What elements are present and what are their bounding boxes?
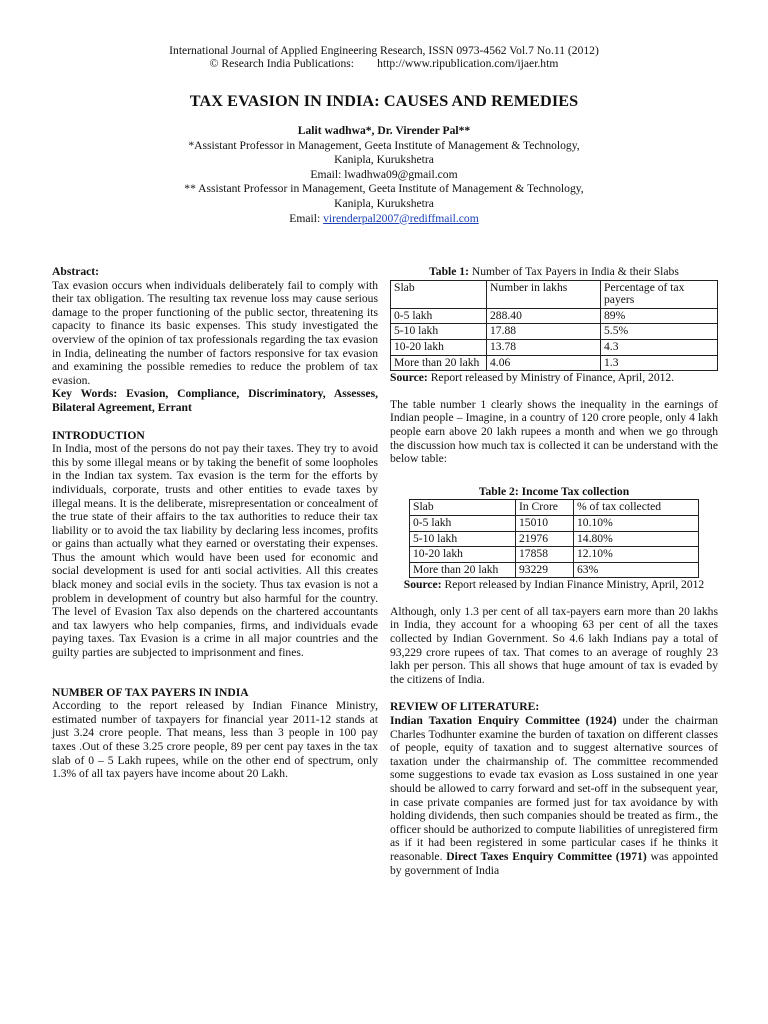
table2-source-label: Source:	[403, 578, 442, 592]
table-cell: 17.88	[487, 324, 601, 340]
table1-caption	[390, 265, 718, 279]
table-cell: 5-10 lakh	[410, 531, 516, 547]
abstract-heading: Abstract:	[52, 265, 100, 278]
journal-header	[0, 44, 768, 70]
publisher-url[interactable]: http://www.ripublication.com/ijaer.htm	[377, 57, 559, 70]
right-column	[390, 265, 718, 877]
table-cell: 5.5%	[601, 324, 718, 340]
table-cell: 13.78	[487, 339, 601, 355]
affiliation-1-location: Kanipla, Kurukshetra	[334, 153, 434, 167]
table1-caption-text: Number of Tax Payers in India & their Slabs	[468, 265, 679, 278]
table-cell: 4.06	[487, 355, 601, 371]
keywords: Key Words: Evasion, Compliance, Discriminatory, Assesses, Bilateral Agreement, Errant	[52, 387, 378, 414]
table-cell: 1.3	[601, 355, 718, 371]
table-cell: 21976	[516, 531, 574, 547]
journal-line: International Journal of Applied Engineering Research, ISSN 0973-4562 Vol.7 No.11 (2012)	[169, 44, 599, 57]
left-column	[52, 265, 378, 781]
table1-discussion: The table number 1 clearly shows the inequality in the earnings of Indian people – Imagine, in a country of 120 crore people, only 4 lakh people earn above 20 lakh rupees a month and when we go through the discussion how much tax is collected it can be understand with the below table:	[390, 397, 718, 466]
email-2-line	[0, 212, 768, 227]
table-cell: 288.40	[487, 308, 601, 324]
affiliation-2: ** Assistant Professor in Management, Geeta Institute of Management & Technology,	[184, 182, 584, 196]
table-row	[410, 562, 699, 578]
affiliation-2-location: Kanipla, Kurukshetra	[334, 196, 434, 210]
table1	[390, 280, 718, 372]
table1-header-cell: Slab	[391, 280, 487, 308]
table-row	[410, 515, 699, 531]
table-cell: 10.10%	[574, 515, 699, 531]
table-cell: 10-20 lakh	[391, 339, 487, 355]
publisher-line	[0, 57, 768, 70]
table-cell: 5-10 lakh	[391, 324, 487, 340]
table2-caption: Table 2: Income Tax collection	[478, 484, 630, 498]
table-cell: 0-5 lakh	[410, 515, 516, 531]
table-cell: 17858	[516, 547, 574, 563]
review-body	[390, 714, 718, 877]
table1-source-label: Source:	[390, 371, 428, 385]
table-cell: 89%	[601, 308, 718, 324]
table-cell: 15010	[516, 515, 574, 531]
table-cell: 12.10%	[574, 547, 699, 563]
committee-1971-text: was appointed by government of India	[390, 849, 719, 877]
email-2-label: Email:	[289, 211, 324, 225]
table2-header-row	[410, 500, 699, 516]
table-cell: More than 20 lakh	[391, 355, 487, 371]
table1-source	[390, 371, 718, 385]
committee-1924-name: Indian Taxation Enquiry Committee (1924)	[390, 714, 617, 728]
table-cell: 93229	[516, 562, 574, 578]
table-cell: More than 20 lakh	[410, 562, 516, 578]
publisher-name: © Research India Publications:	[209, 57, 354, 70]
table1-source-text: Report released by Ministry of Finance, April, 2012.	[427, 371, 675, 385]
table-cell: 10-20 lakh	[410, 547, 516, 563]
table1-header-cell: Percentage of tax payers	[601, 280, 718, 308]
affiliation-1: *Assistant Professor in Management, Geeta Institute of Management & Technology,	[188, 138, 580, 152]
table-row	[391, 339, 718, 355]
table-row	[410, 547, 699, 563]
table1-caption-label: Table 1:	[429, 265, 469, 278]
table2-header-cell: In Crore	[516, 500, 574, 516]
table-row	[391, 324, 718, 340]
author-block	[0, 124, 768, 226]
table2-source	[390, 578, 718, 592]
table2-header-cell: % of tax collected	[574, 500, 699, 516]
table-row	[391, 308, 718, 324]
paper-title: TAX EVASION IN INDIA: CAUSES AND REMEDIES	[189, 92, 579, 110]
table-cell: 0-5 lakh	[391, 308, 487, 324]
table2-header-cell: Slab	[410, 500, 516, 516]
table-row	[391, 355, 718, 371]
table1-header-cell: Number in lakhs	[487, 280, 601, 308]
email-1[interactable]: Email: lwadhwa09@gmail.com	[310, 167, 458, 181]
table-cell: 14.80%	[574, 531, 699, 547]
author-names: Lalit wadhwa*, Dr. Virender Pal**	[297, 124, 471, 137]
review-heading: REVIEW OF LITERATURE:	[390, 700, 540, 714]
committee-1924-text: under the chairman Charles Todhunter examine the burden of taxation on different classes of people, equity of taxation and to suggest alternative sources of taxation under the chairmanship of. The committee recommended some suggestions to evade tax evasion as Loss sustained in one year should be allowed to carry forward and set-off in the subsequent year, in case private companies are formed just for tax avoidance by with holding dividends, then such companies should be treated as firm., the officer should be authorized to compute liabilities of unregistered firm as if it had been registered in some particular cases if he thinks it reasonable.	[390, 714, 719, 863]
table2	[409, 499, 699, 578]
taxpayers-body: According to the report released by Indian Finance Ministry, estimated number of taxpayers for financial year 2011-12 stands at just 3.24 crore people. That means, less than 3 people in 100 pay taxes .Out of these 3.25 crore people, 89 per cent pay taxes in the tax slab of 0 – 5 Lakh rupees, while on the other end of spectrum, only 1.3% of all tax payers have income about 20 Lakh.	[52, 699, 378, 781]
introduction-heading: INTRODUCTION	[52, 428, 145, 442]
taxpayers-heading: NUMBER OF TAX PAYERS IN INDIA	[52, 685, 249, 699]
committee-1971-name: Direct Taxes Enquiry Committee (1971)	[446, 849, 647, 863]
table1-header-row	[391, 280, 718, 308]
abstract-body: Tax evasion occurs when individuals deliberately fail to comply with their tax obligation. The resulting tax revenue loss may cause serious damage to the proper functioning of the public sector, threatening its capacity to finance its basic expenses. This study investigated the overview of the opinion of tax professionals regarding the tax evasion in India, delineating the number of factors responsive for tax evasion and examining the possible remedies to reduce the problem of tax evasion.	[52, 278, 378, 387]
table-cell: 4.3	[601, 339, 718, 355]
table2-source-text: Report released by Indian Finance Ministry, April, 2012	[441, 578, 705, 592]
email-2-link[interactable]: virenderpal2007@rediffmail.com	[323, 211, 479, 225]
table-cell: 63%	[574, 562, 699, 578]
introduction-body: In India, most of the persons do not pay their taxes. They try to avoid this by some illegal means or by taking the benefit of some loopholes in the Indian tax system. Tax evasion is the term for the efforts by individuals, corporate, trusts and other entities to evade taxes by illegal means. It is the deliberate, misrepresentation or concealment of the true state of their affairs to the tax authorities to reduce their tax liability or to avoid the tax liability by declaring less incomes, profits or gains than actually what they earned or overstating their expenses. Thus the amount which would have been used for economic and social development is used for anti social activities. All this creates black money and social evils in the society. Thus tax evasion is not a problem in development of country but also harmful for the country. The level of Evasion Tax also depends on the chartered accountants and tax lawyers who help companies, firms, and individuals evade paying taxes. Tax Evasion is a crime in all major countries and the guilty parties are subjected to imprisonment and fines.	[52, 442, 378, 660]
table2-discussion: Although, only 1.3 per cent of all tax-payers earn more than 20 lakhs in India, they account for a whooping 63 per cent of all the taxes collected by Indian Government. So 4.6 lakh Indians pay a total of 93,229 crore rupees of tax. That comes to an average of roughly 23 lakh per person. This all shows that huge amount of tax is evaded by the citizens of India.	[390, 604, 718, 686]
table-row	[410, 531, 699, 547]
